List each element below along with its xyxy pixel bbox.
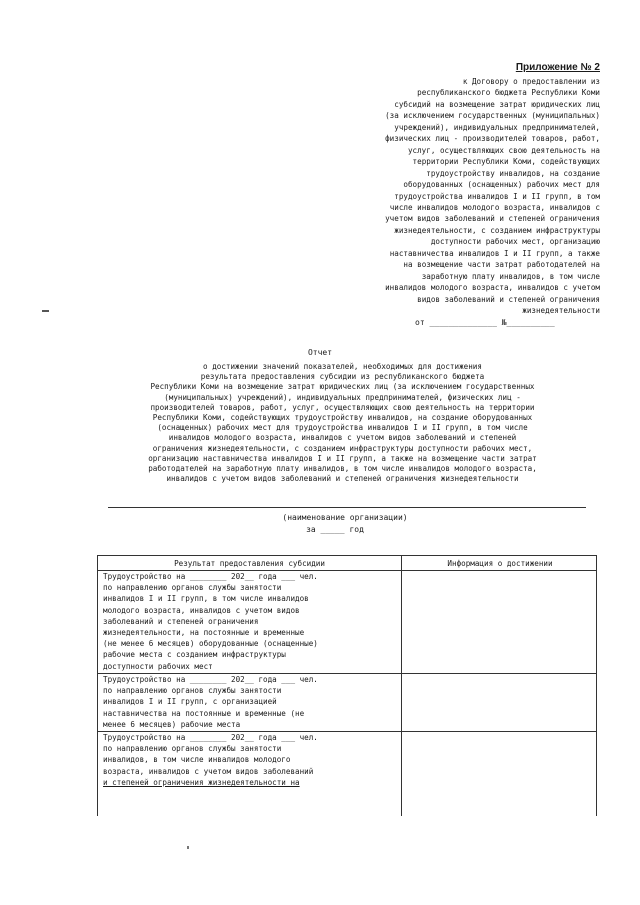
cell-line: возраста, инвалидов с учетом видов заболеваний <box>103 766 314 776</box>
report-line: организацию наставничества инвалидов I и II групп, а также на возмещение части затрат <box>148 453 537 463</box>
column-header-result: Результат предоставления субсидии <box>174 559 325 568</box>
report-line: производителей товаров, работ, услуг, осуществляющих свою деятельность на территории <box>150 402 535 412</box>
cell-line: Трудоустройство на ________ 202__ года ___ чел. <box>103 572 318 581</box>
report-line: Республики Коми, содействующих трудоустройству инвалидов, на создание оборудованных <box>152 413 533 423</box>
column-header-info: Информация о достижении <box>447 559 553 568</box>
report-subtitle <box>85 362 600 484</box>
cell-line: (не менее 6 месяцев) оборудованные (оснащенные) <box>103 639 318 649</box>
report-line: результата предоставления субсидии из республиканского бюджета <box>200 372 485 382</box>
report-line: о достижении значений показателей, необходимых для достижения <box>203 362 482 371</box>
cell-line: по направлению органов службы занятости <box>103 583 282 593</box>
appendix-title: Приложение № 2 <box>515 62 600 73</box>
appendix-line: субсидий на возмещение затрат юридических лиц <box>394 99 600 109</box>
report-line: работодателей на заработную плату инвалидов, в том числе инвалидов молодого возраста, <box>148 464 537 474</box>
appendix-line: учреждений), индивидуальных предпринимателей, <box>394 122 600 132</box>
report-line: (оснащенных) рабочих мест для трудоустройства инвалидов I и II групп, в том числе <box>157 423 528 433</box>
report-line: инвалидов молодого возраста, инвалидов с учетом видов заболеваний и степеней <box>168 433 517 443</box>
appendix-line: учетом видов заболеваний и степеней ограничения <box>385 214 600 224</box>
appendix-line: республиканского бюджета Республики Коми <box>417 88 600 98</box>
appendix-text <box>312 76 600 317</box>
cell-line: молодого возраста, инвалидов с учетом видов <box>103 605 300 615</box>
cell-line: инвалидов I и II групп, в том числе инвалидов <box>103 594 309 604</box>
report-line: (муниципальных) учреждений), индивидуальных предпринимателей, физических лиц - <box>164 392 521 402</box>
cell-line: заболеваний и степеней ограничения <box>103 616 259 626</box>
table-row-result-3 <box>103 732 398 788</box>
cell-line: менее 6 месяцев) рабочие места <box>103 719 241 729</box>
report-line: ограничения жизнедеятельности, с созданием инфраструктуры доступности рабочих мест, <box>152 443 533 453</box>
cell-line: по направлению органов службы занятости <box>103 744 282 754</box>
cell-line: наставничества на постоянные и временные (не <box>103 708 305 718</box>
appendix-line: (за исключением государственных (муниципальных) <box>385 111 600 121</box>
scan-speck <box>187 846 189 849</box>
report-year-line: за _____ год <box>306 525 364 534</box>
table-row-result-1 <box>103 571 398 672</box>
table-row-result-2 <box>103 674 398 730</box>
appendix-line: наставничества инвалидов I и II групп, а также <box>389 248 600 258</box>
cell-line: инвалидов, в том числе инвалидов молодого <box>103 755 291 765</box>
appendix-line: физических лиц - производителей товаров, работ, <box>385 134 600 144</box>
appendix-line: на возмещение части затрат работодателей на <box>403 260 600 270</box>
appendix-line: оборудованных (оснащенных) рабочих мест для <box>403 180 600 190</box>
date-number-line: от ______________ №__________ <box>415 318 555 327</box>
appendix-line: инвалидов молодого возраста, инвалидов с учетом <box>385 283 600 293</box>
appendix-line: доступности рабочих мест, организацию <box>430 237 600 247</box>
organization-name-caption: (наименование организации) <box>282 513 408 522</box>
column-divider <box>401 556 402 816</box>
appendix-line: жизнедеятельности, с созданием инфраструктуры <box>394 225 600 235</box>
cell-line: и степеней ограничения жизнедеятельности на <box>103 777 300 787</box>
cell-line: жизнедеятельности, на постоянные и временные <box>103 628 305 638</box>
margin-dash <box>42 310 49 312</box>
appendix-line: трудоустройства инвалидов I и II групп, в том <box>394 191 600 201</box>
cell-line: рабочие места с созданием инфраструктуры <box>103 650 286 660</box>
cell-line: доступности рабочих мест <box>103 661 213 671</box>
cell-line: Трудоустройство на ________ 202__ года ___ чел. <box>103 733 318 742</box>
report-line: Республики Коми на возмещение затрат юридических лиц (за исключением государственных <box>150 382 535 392</box>
report-title: Отчет <box>307 348 333 357</box>
appendix-line: к Договору о предоставлении из <box>462 77 600 86</box>
cell-line: по направлению органов службы занятости <box>103 686 282 696</box>
appendix-line: числе инвалидов молодого возраста, инвалидов с <box>389 202 600 212</box>
organization-name-line <box>108 507 586 508</box>
appendix-line: территории Республики Коми, содействующих <box>412 157 600 167</box>
appendix-line: услуг, осуществляющих свою деятельность на <box>407 145 600 155</box>
report-line: инвалидов с учетом видов заболеваний и степеней ограничения жизнедеятельности <box>166 474 519 484</box>
appendix-line: трудоустройству инвалидов, на создание <box>426 168 600 178</box>
cell-line: инвалидов I и II групп, с организацией <box>103 697 277 707</box>
cell-line: Трудоустройство на ________ 202__ года ___ чел. <box>103 675 318 684</box>
appendix-line: жизнедеятельности <box>522 306 600 316</box>
results-table <box>97 555 597 816</box>
appendix-line: видов заболеваний и степеней ограничения <box>417 294 600 304</box>
appendix-line: заработную плату инвалидов, в том числе <box>421 271 600 281</box>
